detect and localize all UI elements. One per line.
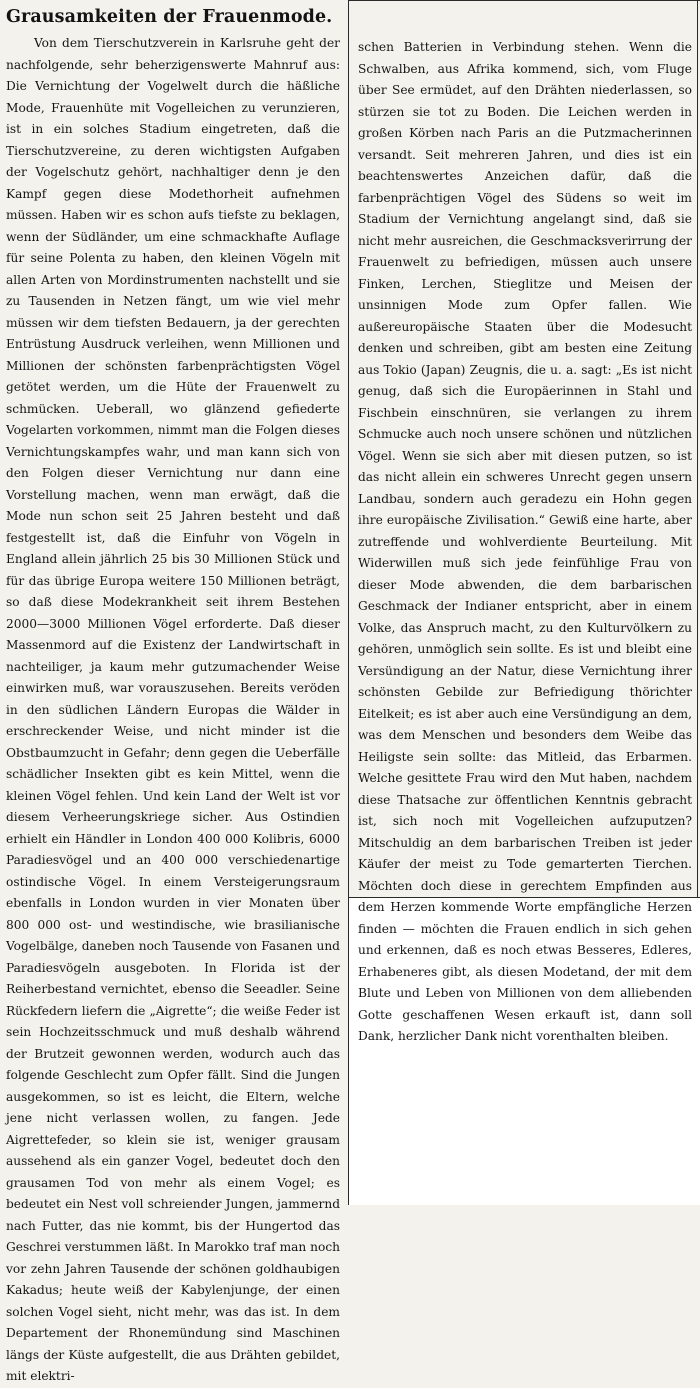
top-rule xyxy=(348,0,700,1)
right-border xyxy=(697,0,698,897)
article-column-left xyxy=(6,33,340,1388)
article-paragraph-right: schen Batterien in Verbindung stehen. Wenn die Schwalben, aus Afrika kommend, sich, vom Fluge über See ermüdet, auf den Drähten niederlassen, so stürzen sie tot zu Boden. Die Leichen werden in großen Körben nach Paris an die Putzmacherinnen versandt. Seit mehreren Jahren, und dies ist ein beachtenswertes Anzeichen dafür, daß die farbenprächtigen Vögel des Südens so weit im Stadium der Vernichtung angelangt sind, daß sie nicht mehr ausreichen, die Geschmacksverirrung der Frauenwelt zu befriedigen, müssen auch unsere Finken, Lerchen, Stieglitze und Meisen der unsinnigen Mode zum Opfer fallen. Wie außereuropäische Staaten über die Modesucht denken und schreiben, gibt am besten eine Zeitung aus Tokio (Japan) Zeugnis, die u. a. sagt: „Es ist nicht genug, daß sich die Europäerinnen in Stahl und Fischbein einschnüren, sie verlangen zu ihrem Schmucke auch noch unsere schönen und nützlichen Vögel. Wenn sie sich aber mit diesen putzen, so ist das nicht allein ein schweres Unrecht gegen unsern Landbau, sondern auch geradezu ein Hohn gegen ihre europäische Zivilisation.“ Gewiß eine harte, aber zutreffende und wohlverdiente Beurteilung. Mit Widerwillen muß sich jede feinfühlige Frau von dieser Mode abwenden, die dem barbarischen Geschmack der Indianer entspricht, aber in einem Volke, das Anspruch macht, zu den Kulturvölkern zu gehören, unmöglich sein sollte. Es ist und bleibt eine Versündigung an der Natur, diese Vernichtung ihrer schönsten Gebilde zur Befriedigung thörichter Eitelkeit; es ist aber auch eine Versündigung an dem, was dem Menschen und besonders dem Weibe das Heiligste sein sollte: das Mitleid, das Erbarmen. Welche gesittete Frau wird den Mut haben, nachdem diese Thatsache zur öffentlichen Kenntnis gebracht ist, sich noch mit Vogelleichen aufzuputzen? Mitschuldig an dem barbarischen Treiben ist jeder Käufer der meist zu Tode gemarterten Tierchen. Möchten doch diese in gerechtem Empfinden aus dem Herzen kommende Worte empfängliche Herzen finden — möchten die Frauen endlich in sich gehen und erkennen, daß es noch etwas Besseres, Edleres, Erhabeneres gibt, als diesen Modetand, der mit dem Blute und Leben von Millionen von dem alliebenden Gotte geschaffenen Wesen erkauft ist, dann soll Dank, herzlicher Dank nicht vorenthalten bleiben. xyxy=(358,40,692,1043)
article-paragraph-left: Von dem Tierschutzverein in Karlsruhe geht der nachfolgende, sehr beherzigenswerte Mahnruf aus: Die Vernichtung der Vogelwelt durch die häßliche Mode, Frauenhüte mit Vogelleichen zu verunzieren, ist in ein solches Stadium eingetreten, daß die Tierschutzvereine, zu deren wichtigsten Aufgaben der Vogelschutz gehört, nachhaltiger denn je den Kampf gegen diese Modethorheit aufnehmen müssen. Haben wir es schon aufs tiefste zu beklagen, wenn der Südländer, um eine schmackhafte Auflage für seine Polenta zu haben, den kleinen Vögeln mit allen Arten von Mordinstrumenten nachstellt und sie zu Tausenden in Netzen fängt, um wie viel mehr müssen wir dem tiefsten Bedauern, ja der gerechten Entrüstung Ausdruck verleihen, wenn Millionen und Millionen der schönsten farbenprächtigsten Vögel getötet werden, um die Hüte der Frauenwelt zu schmücken. Ueberall, wo glänzend gefiederte Vogelarten vorkommen, nimmt man die Folgen dieses Vernichtungskampfes wahr, und man kann sich von den Folgen dieser Vernichtung nur dann eine Vorstellung machen, wenn man erwägt, daß die Mode nun schon seit 25 Jahren besteht und daß festgestellt ist, daß die Einfuhr von Vögeln in England allein jährlich 25 bis 30 Millionen Stück und für das übrige Europa weitere 150 Millionen beträgt, so daß diese Modekrankheit seit ihrem Bestehen 2000—3000 Millionen Vögel erforderte. Daß dieser Massenmord auf die Existenz der Landwirtschaft in nachteiliger, ja kaum mehr gutzumachender Weise einwirken muß, war vorauszusehen. Bereits veröden in den südlichen Ländern Europas die Wälder in erschreckender Weise, und nicht minder ist die Obstbaumzucht in Gefahr; denn gegen die Ueberfälle schädlicher Insekten gibt es kein Mittel, wenn die kleinen Vögel fehlen. Und kein Land der Welt ist vor diesem Verheerungskriege sicher. Aus Ostindien erhielt ein Händler in London 400 000 Kolibris, 6000 Paradiesvögel und an 400 000 verschiedenartige ostindische Vögel. In einem Versteigerungsraum ebenfalls in London wurden in vier Monaten über 800 000 ost- und westindische, wie brasilianische Vogelbälge, daneben noch Tausende von Fasanen und Paradiesvögeln ausgeboten. In Florida ist der Reiherbestand vernichtet, ebenso die Seeadler. Seine Rückfedern liefern die „Aigrette“; die weiße Feder ist sein Hochzeitsschmuck und muß deshalb während der Brutzeit gewonnen werden, wodurch auch das folgende Geschlecht zum Opfer fällt. Sind die Jungen ausgekommen, so ist es leicht, die Eltern, welche jene nicht verlassen wollen, zu fangen. Jede Aigrettefeder, so klein sie ist, weniger grausam aussehend als ein ganzer Vogel, bedeutet doch den grausamen Tod von mehr als einem Vogel; es bedeutet ein Nest voll schreiender Jungen, jammernd nach Futter, das nie kommt, bis der Hungertod das Geschrei verstummen läßt. In Marokko traf man noch vor zehn Jahren Tausende der schönen goldhaubigen Kakadus; heute weiß der Kabylenjunge, der einen solchen Vogel sieht, nicht mehr, was das ist. In dem Departement der Rhonemündung sind Maschinen längs der Küste aufgestellt, die aus Drähten gebildet, mit elektri- xyxy=(6,36,340,1383)
article-title: Grausamkeiten der Frauenmode. xyxy=(6,7,333,27)
article-column-right xyxy=(358,37,692,1048)
